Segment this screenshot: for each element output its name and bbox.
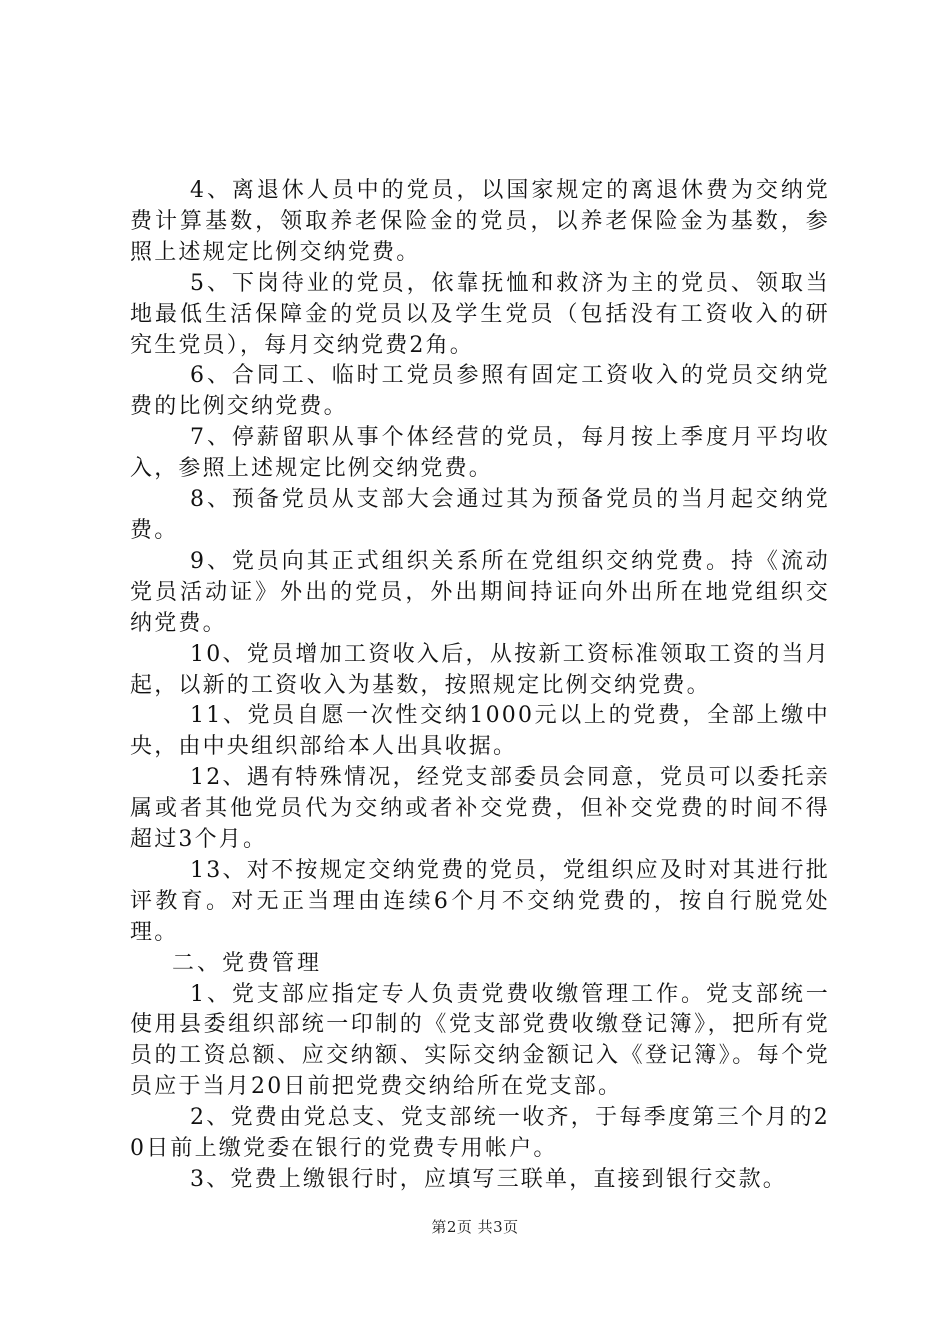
document-body [130, 176, 830, 1196]
section-paragraph-3: 3、党费上缴银行时，应填写三联单，直接到银行交款。 [190, 1167, 787, 1192]
paragraph-item-11: 11、党员自愿一次性交纳1000元以上的党费，全部上缴中央，由中央组织部给本人出具收据。 [130, 703, 830, 760]
page-number-footer: 第2页 共3页 [431, 1218, 519, 1236]
paragraph-item-10: 10、党员增加工资收入后，从按新工资标准领取工资的当月起，以新的工资收入为基数，按照规定比例交纳党费。 [130, 641, 830, 698]
section-paragraph-2: 2、党费由党总支、党支部统一收齐，于每季度第三个月的20日前上缴党委在银行的党费专用帐户。 [130, 1105, 830, 1162]
paragraph-item-7: 7、停薪留职从事个体经营的党员，每月按上季度月平均收入，参照上述规定比例交纳党费。 [130, 425, 830, 482]
paragraph-item-9: 9、党员向其正式组织关系所在党组织交纳党费。持《流动党员活动证》外出的党员，外出期间持证向外出所在地党组织交纳党费。 [130, 548, 830, 636]
paragraph-item-5: 5、下岗待业的党员，依靠抚恤和救济为主的党员、领取当地最低生活保障金的党员以及学生党员（包括没有工资收入的研究生党员），每月交纳党费2角。 [130, 270, 830, 358]
section-paragraph-1: 1、党支部应指定专人负责党费收缴管理工作。党支部统一使用县委组织部统一印制的《党支部党费收缴登记簿》，把所有党员的工资总额、应交纳额、实际交纳金额记入《登记簿》。每个党员应于当月20日前把党费交纳给所在党支部。 [130, 981, 830, 1100]
section-heading: 二、党费管理 [172, 950, 323, 976]
paragraph-item-6: 6、合同工、临时工党员参照有固定工资收入的党员交纳党费的比例交纳党费。 [130, 363, 830, 420]
paragraph-item-13: 13、对不按规定交纳党费的党员，党组织应及时对其进行批评教育。对无正当理由连续6个月不交纳党费的，按自行脱党处理。 [130, 857, 830, 945]
paragraph-item-12: 12、遇有特殊情况，经党支部委员会同意，党员可以委托亲属或者其他党员代为交纳或者补交党费，但补交党费的时间不得超过3个月。 [130, 765, 830, 853]
paragraph-item-8: 8、预备党员从支部大会通过其为预备党员的当月起交纳党费。 [130, 487, 830, 543]
paragraph-item-4: 4、离退休人员中的党员，以国家规定的离退休费为交纳党费计算基数，领取养老保险金的党员，以养老保险金为基数，参照上述规定比例交纳党费。 [130, 178, 830, 265]
